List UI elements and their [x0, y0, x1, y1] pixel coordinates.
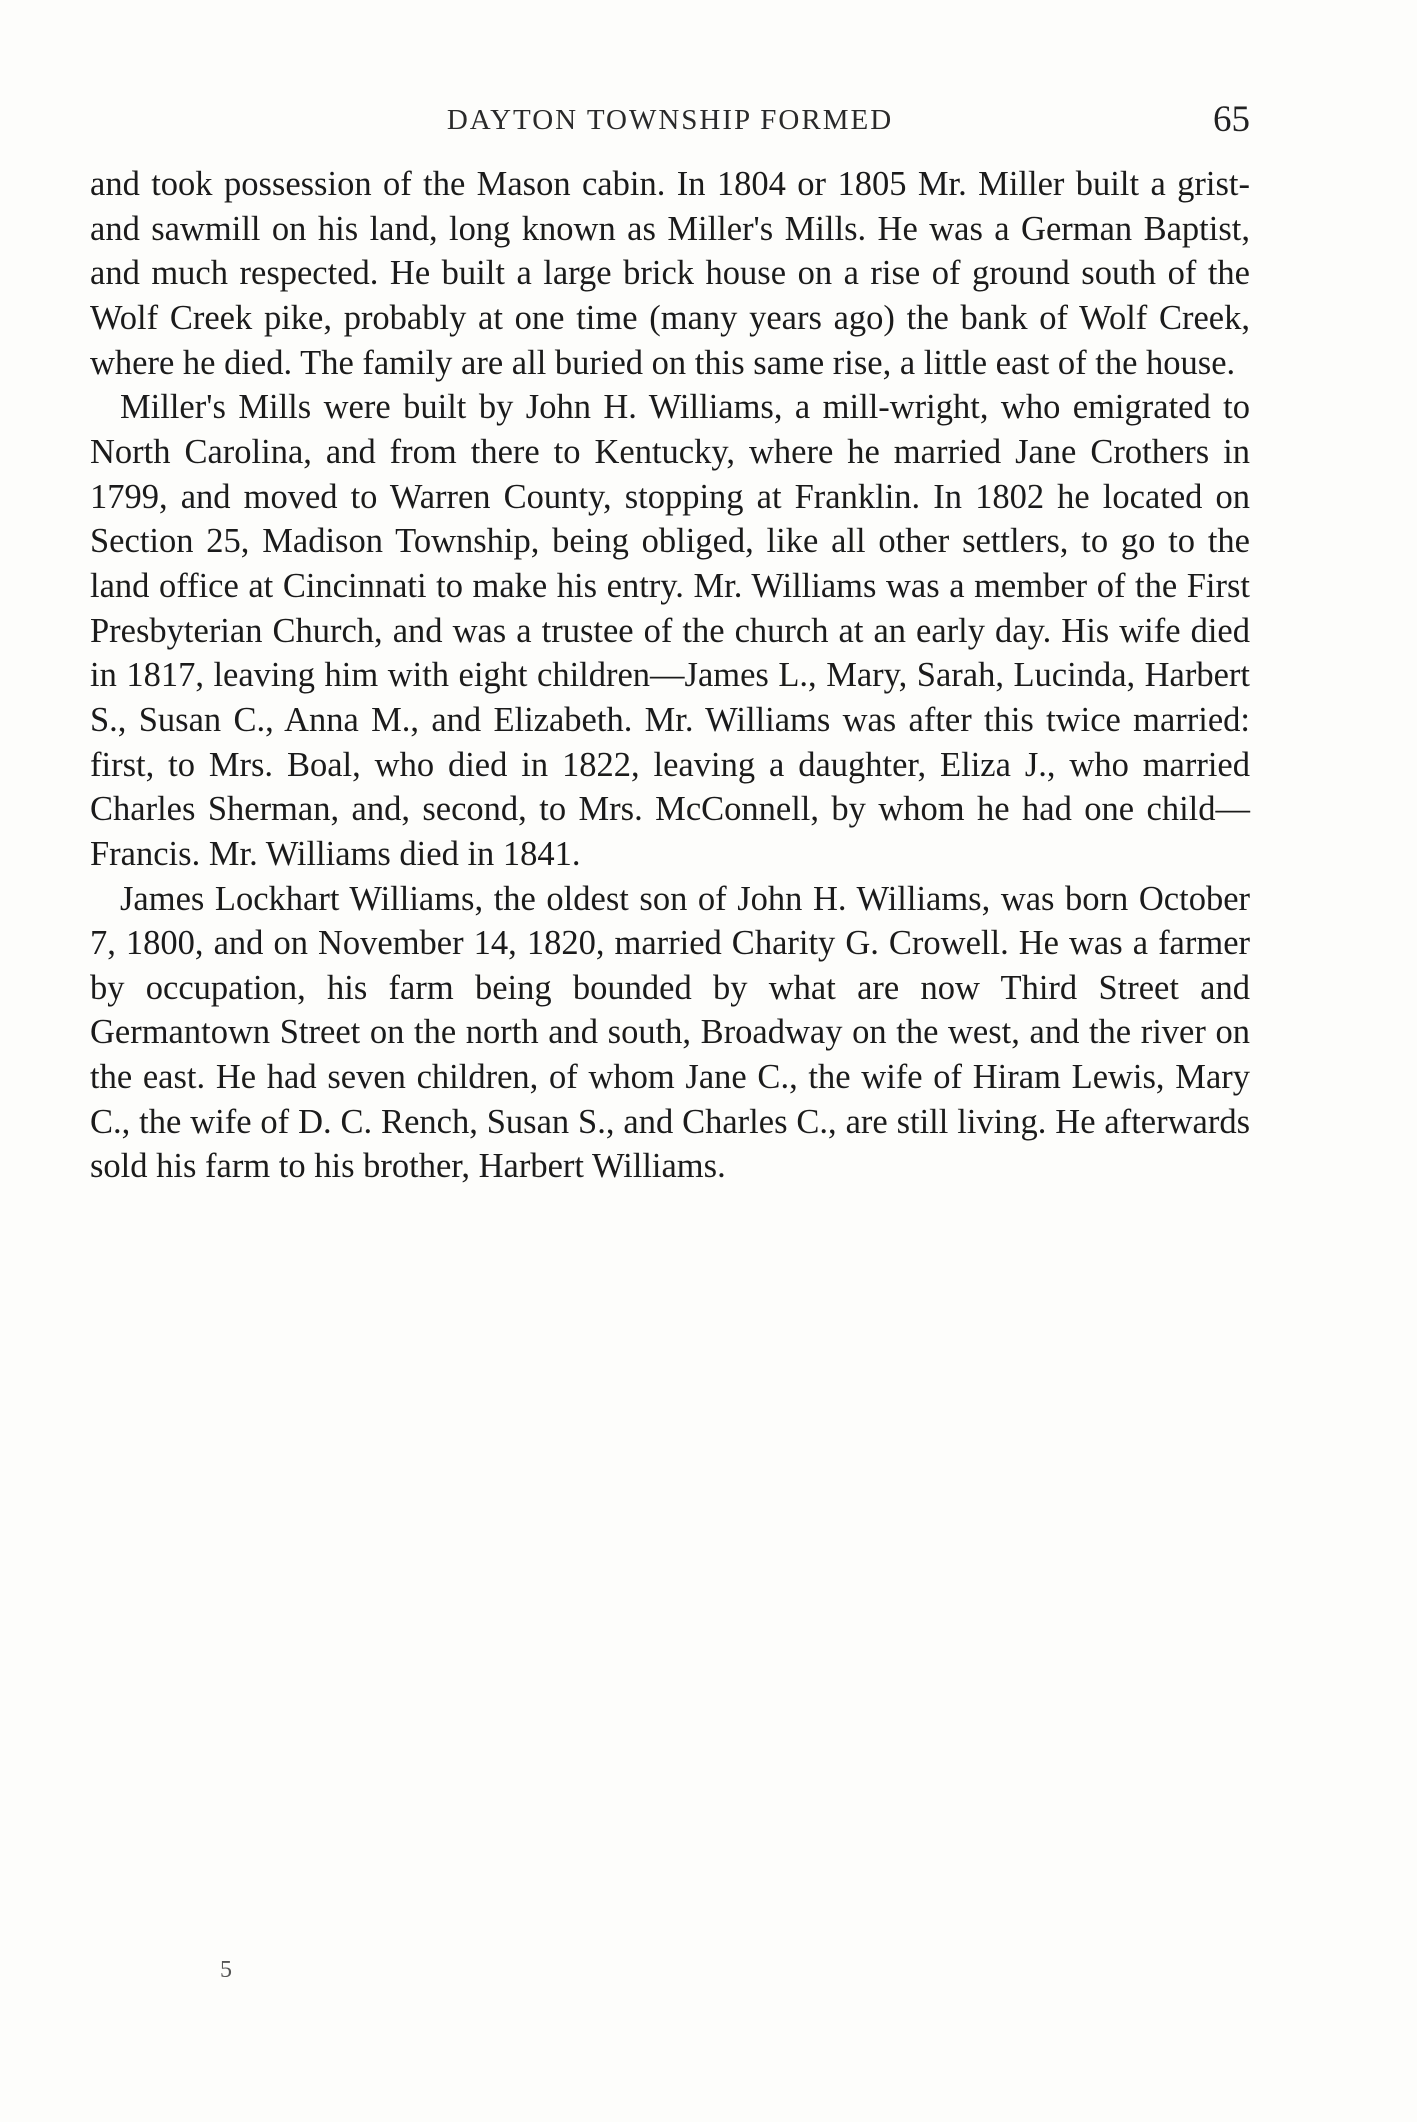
page-number: 65 [1213, 99, 1250, 140]
paragraph-james-lockhart-williams: James Lockhart Williams, the oldest son of John H. Williams, was born October 7, 1800, and on November 14, 1820, married Charity G. Crowell. He was a farmer by occupation, his farm being bounded by what are now Third Street and Germantown Street on the north and south, Broadway on the west, and the river on the east. He had seven children, of whom Jane C., the wife of Hiram Lewis, Mary C., the wife of D. C. Rench, Susan S., and Charles C., are still living. He afterwards sold his farm to his brother, Harbert Williams. [90, 879, 1250, 1186]
body-text [90, 162, 1250, 1189]
running-title: DAYTON TOWNSHIP FORMED [446, 104, 894, 136]
paragraph-millers-mills: Miller's Mills were built by John H. Williams, a mill-wright, who emigrated to North Carolina, and from there to Kentucky, where he married Jane Crothers in 1799, and moved to Warren County, stopping at Franklin. In 1802 he located on Section 25, Madison Township, being obliged, like all other settlers, to go to the land office at Cincinnati to make his entry. Mr. Williams was a member of the First Presbyterian Church, and was a trustee of the church at an early day. His wife died in 1817, leaving him with eight children—James L., Mary, Sarah, Lucinda, Harbert S., Susan C., Anna M., and Elizabeth. Mr. Williams was after this twice married: first, to Mrs. Boal, who died in 1822, leaving a daughter, Eliza J., who married Charles Sherman, and, second, to Mrs. McConnell, by whom he had one child—Francis. Mr. Williams died in 1841. [90, 388, 1250, 873]
signature-mark: 5 [220, 1957, 232, 1983]
running-head [90, 98, 1250, 138]
paragraph-continuation: and took possession of the Mason cabin. In 1804 or 1805 Mr. Miller built a grist- and sawmill on his land, long known as Miller's Mills. He was a German Baptist, and much respected. He built a large brick house on a rise of ground south of the Wolf Creek pike, probably at one time (many years ago) the bank of Wolf Creek, where he died. The family are all buried on this same rise, a little east of the house. [90, 165, 1250, 382]
